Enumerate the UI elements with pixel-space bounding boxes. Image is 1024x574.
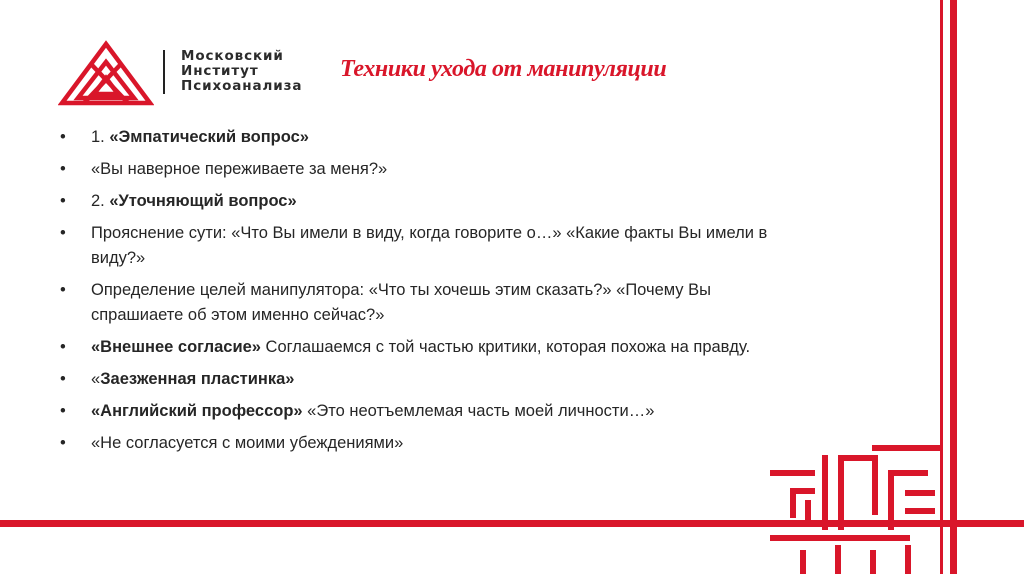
bullet-text: Соглашаемся с той частью критики, которая похожа на правду. bbox=[260, 338, 751, 356]
bullet-marker: • bbox=[60, 281, 66, 299]
bullet-bold-text: «Внешнее согласие» bbox=[91, 338, 261, 356]
pattern-bar-14 bbox=[770, 535, 910, 541]
pattern-bar-2 bbox=[822, 455, 828, 530]
bullet-text: 1. bbox=[91, 128, 110, 146]
bullet-text: «Вы наверное переживаете за меня?» bbox=[91, 160, 388, 178]
pattern-bar-5 bbox=[872, 460, 878, 515]
bullet-bold-text: «Уточняющий вопрос» bbox=[109, 192, 297, 210]
frame-bottom-bar bbox=[0, 520, 1024, 527]
pattern-bar-15 bbox=[800, 550, 806, 574]
bullet-marker: • bbox=[60, 434, 66, 452]
logo-line-2: Институт bbox=[181, 63, 259, 79]
bullet-marker: • bbox=[60, 338, 66, 356]
logo-line-1: Московский bbox=[181, 48, 284, 64]
slide-title: Техники ухода от манипуляции bbox=[340, 56, 667, 82]
pattern-bar-9 bbox=[905, 508, 935, 514]
pattern-bar-10 bbox=[770, 470, 815, 476]
bullet-text: Прояснение сути: «Что Вы имели в виду, когда говорите о…» «Какие факты Вы имели в виду?» bbox=[91, 224, 768, 267]
pattern-bar-7 bbox=[888, 470, 894, 530]
bullet-text: 2. bbox=[91, 192, 110, 210]
pattern-bar-18 bbox=[905, 545, 911, 574]
bullet-text: «Это неотъемлемая часть моей личности…» bbox=[302, 402, 655, 420]
bullet-marker: • bbox=[60, 370, 66, 388]
pattern-bar-8 bbox=[905, 490, 935, 496]
pattern-bar-1 bbox=[872, 445, 942, 451]
bullet-bold-text: Заезженная пластинка» bbox=[100, 370, 295, 388]
pattern-bar-16 bbox=[835, 545, 841, 574]
frame-right-thick bbox=[950, 0, 957, 574]
bullet-marker: • bbox=[60, 128, 66, 146]
bullet-marker: • bbox=[60, 192, 66, 210]
bullet-marker: • bbox=[60, 224, 66, 242]
bullet-bold-text: «Английский профессор» bbox=[91, 402, 303, 420]
bullet-text: Определение целей манипулятора: «Что ты хочешь этим сказать?» «Почему Вы спрашиаете об этом именно сейчас?» bbox=[91, 281, 711, 324]
bullet-marker: • bbox=[60, 402, 66, 420]
bullet-marker: • bbox=[60, 160, 66, 178]
pattern-bar-12 bbox=[790, 488, 796, 518]
pattern-bar-3 bbox=[838, 455, 844, 530]
bullet-text: «Не согласуется с моими убеждениями» bbox=[91, 434, 404, 452]
pattern-bar-13 bbox=[805, 500, 811, 520]
pattern-bar-17 bbox=[870, 550, 876, 574]
bullet-text: « bbox=[91, 370, 101, 388]
bullet-bold-text: «Эмпатический вопрос» bbox=[109, 128, 309, 146]
logo-line-3: Психоанализа bbox=[181, 78, 303, 94]
frame-right-thin bbox=[940, 0, 943, 574]
